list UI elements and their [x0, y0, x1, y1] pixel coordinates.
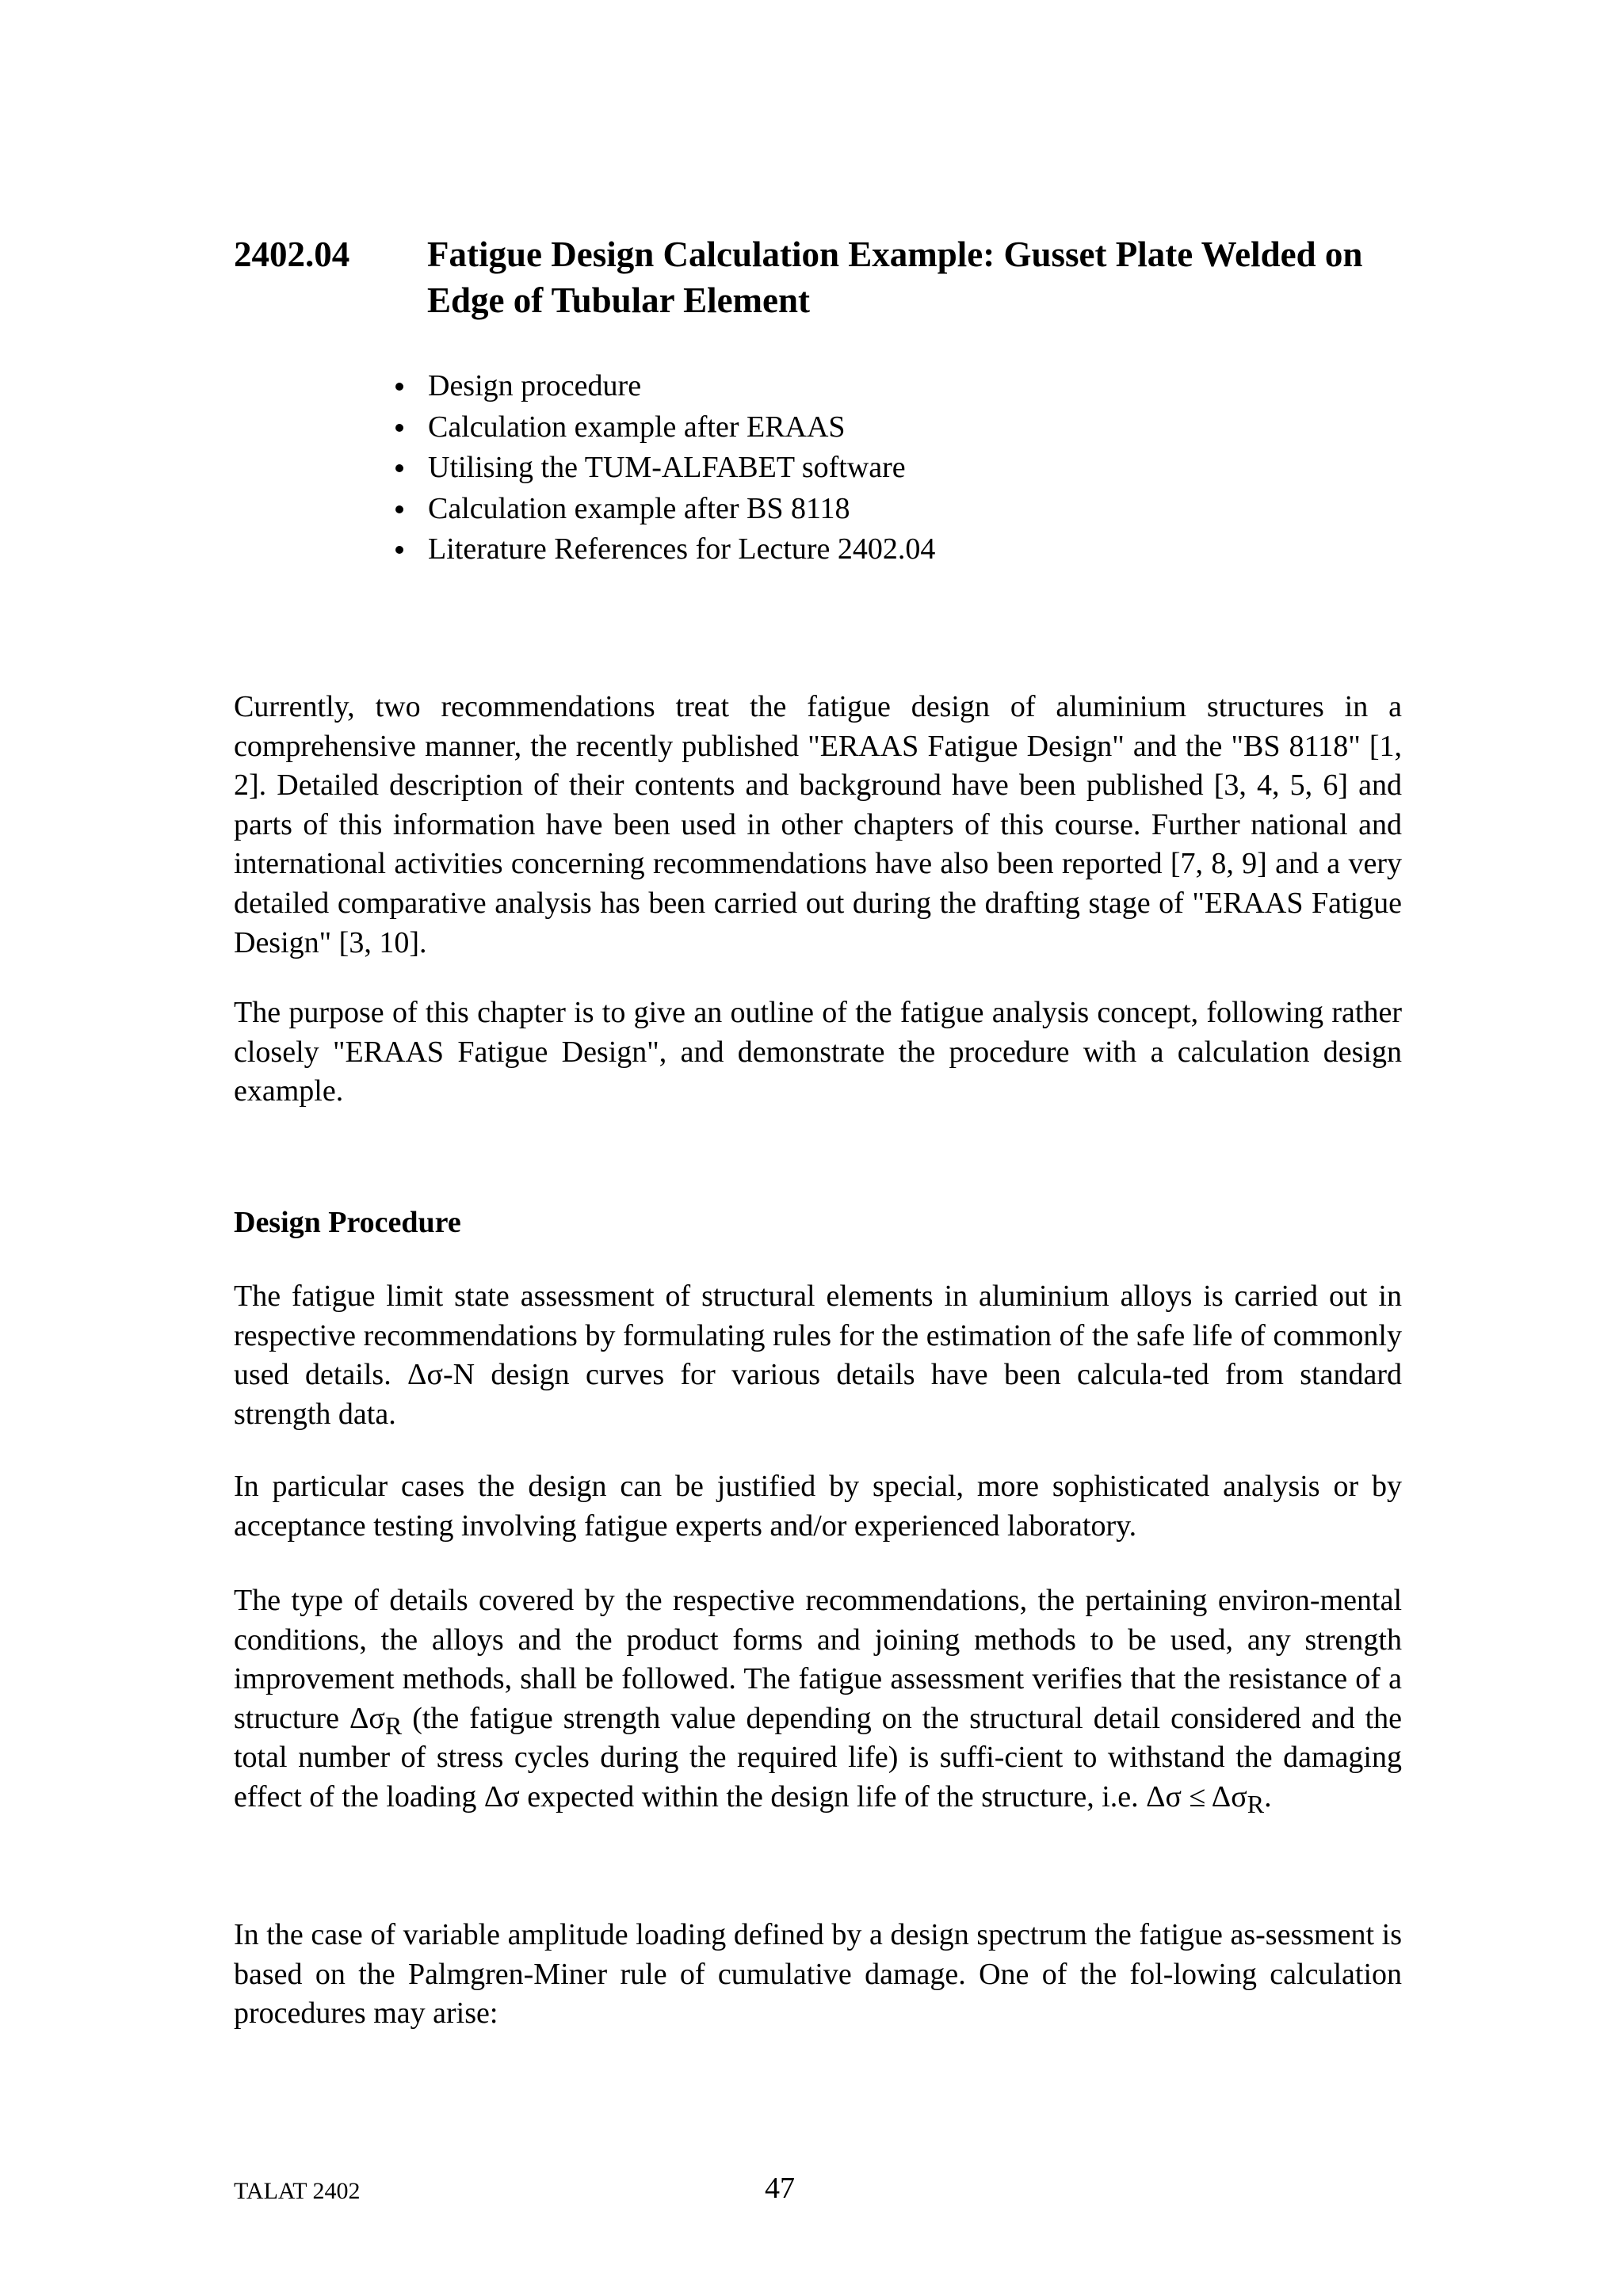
- contents-list: [391, 366, 935, 570]
- design-paragraph-2: In particular cases the design can be justified by special, more sophisticated analysis or by acceptance testing involving fatigue experts and/or experienced laboratory.: [234, 1470, 1402, 1543]
- footer-document-id: TALAT 2402: [234, 2178, 361, 2204]
- lecture-number: 2402.04: [234, 235, 350, 274]
- list-item: Utilising the TUM-ALFABET software: [391, 448, 935, 489]
- bullet-icon: [395, 546, 403, 554]
- lecture-title: Fatigue Design Calculation Example: Gusset Plate Welded on Edge of Tubular Element: [427, 235, 1363, 320]
- list-item: Design procedure: [391, 366, 935, 407]
- subscript-r: R: [384, 1711, 403, 1740]
- list-item: Calculation example after BS 8118: [391, 489, 935, 530]
- footer-page-number: 47: [765, 2172, 795, 2205]
- list-item: Calculation example after ERAAS: [391, 407, 935, 448]
- inequality-expression: Δσ ≤ Δσ: [1146, 1779, 1247, 1814]
- intro-paragraph-2: The purpose of this chapter is to give an outline of the fatigue analysis concept, following rather closely "ERAAS Fatigue Design", and demonstrate the procedure with a calculation design example.: [234, 996, 1402, 1108]
- bullet-icon: [395, 383, 403, 391]
- bullet-icon: [395, 424, 403, 432]
- design-paragraph-4: In the case of variable amplitude loading defined by a design spectrum the fatigue as-sessment is based on the Palmgren-Miner rule of cumulative damage. One of the fol-lowing calculation procedures may arise:: [234, 1918, 1402, 2031]
- intro-paragraph-1: Currently, two recommendations treat the fatigue design of aluminium structures in a comprehensive manner, the recently published "ERAAS Fatigue Design" and the "BS 8118" [1, 2]. Detailed description of their contents and background have been published [3, 4, 5, 6] and parts of this information have been used in other chapters of this course. Further national and international activities concerning recommendations have also been reported [7, 8, 9] and a very detailed comparative analysis has been carried out during the drafting stage of "ERAAS Fatigue Design" [3, 10].: [234, 690, 1402, 959]
- delta-sigma-symbol: Δσ: [483, 1779, 520, 1814]
- subscript-r: R: [1247, 1789, 1265, 1818]
- delta-sigma-symbol: Δσ: [349, 1701, 385, 1735]
- delta-sigma-symbol: Δσ: [407, 1358, 443, 1392]
- design-paragraph-3: The type of details covered by the respective recommendations, the pertaining environ-mental conditions, the alloys and the product forms and joining methods to be used, any strength improvement methods, shall be followed. The fatigue assessment verifies that the resistance of a structure $\Delta\sigma_R$ (the fatigue strength value depending on the structural detail considered and the total number of stress cycles during the required life) is suffi-cient to withstand the damaging effect of the loading Δσ expected within the design life of the structure, i.e. $\Delta\sigma \le \Delta\sigma_R$.: [234, 1584, 1402, 1818]
- list-item: Literature References for Lecture 2402.04: [391, 529, 935, 570]
- section-heading: Design Procedure: [234, 1206, 461, 1239]
- design-paragraph-1: The fatigue limit state assessment of structural elements in aluminium alloys is carried out in respective recommendations by formulating rules for the estimation of the safe life of commonly used details. Δσ-N design curves for various details have been calcula-ted from standard strength data.: [234, 1280, 1402, 1431]
- bullet-icon: [395, 505, 403, 513]
- bullet-icon: [395, 464, 403, 472]
